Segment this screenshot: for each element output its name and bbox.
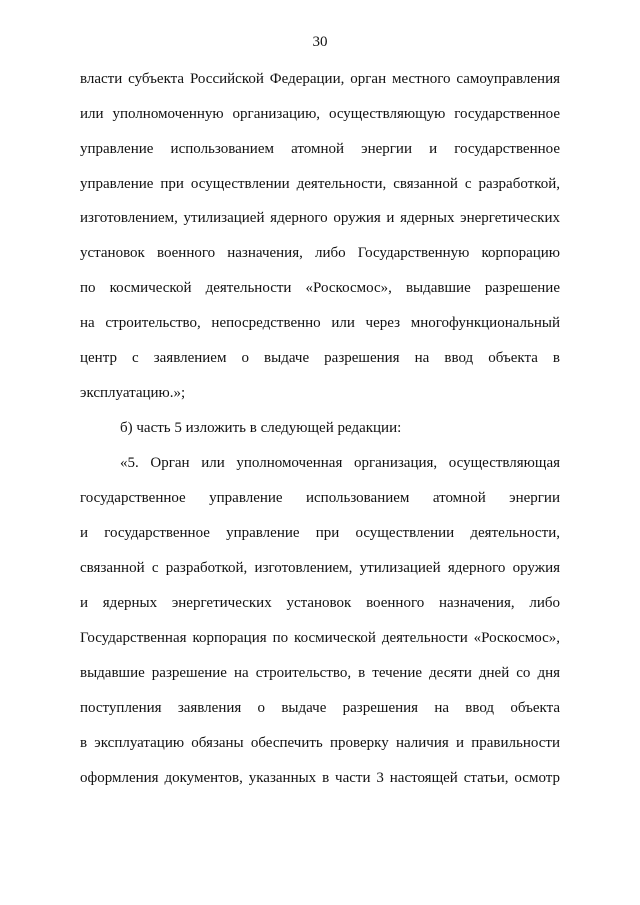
text-line: на строительство, непосредственно или через многофункциональный: [80, 315, 560, 331]
text-line: власти субъекта Российской Федерации, орган местного самоуправления: [80, 71, 560, 87]
text-line: связанной с разработкой, изготовлением, утилизацией ядерного оружия: [80, 560, 560, 576]
text-line: управление при осуществлении деятельности, связанной с разработкой,: [80, 176, 560, 192]
paragraph-first-line: «5. Орган или уполномоченная организация, осуществляющая: [120, 455, 560, 471]
text-line: и ядерных энергетических установок военного назначения, либо: [80, 595, 560, 611]
text-line: оформления документов, указанных в части 3 настоящей статьи, осмотр: [80, 770, 560, 786]
text-line: центр с заявлением о выдаче разрешения на ввод объекта в: [80, 350, 560, 366]
text-line: установок военного назначения, либо Государственную корпорацию: [80, 245, 560, 261]
page-number: 30: [312, 34, 328, 50]
text-line: в эксплуатацию обязаны обеспечить проверку наличия и правильности: [80, 735, 560, 751]
text-line: изготовлением, утилизацией ядерного оружия и ядерных энергетических: [80, 210, 560, 226]
text-line: или уполномоченную организацию, осуществляющую государственное: [80, 106, 560, 122]
paragraph-first-line: б) часть 5 изложить в следующей редакции:: [120, 420, 402, 436]
text-line: и государственное управление при осуществлении деятельности,: [80, 525, 560, 541]
text-line: по космической деятельности «Роскосмос», выдавшие разрешение: [80, 280, 560, 296]
text-line: поступления заявления о выдаче разрешения на ввод объекта: [80, 700, 560, 716]
text-line: Государственная корпорация по космической деятельности «Роскосмос»,: [80, 630, 560, 646]
text-line: управление использованием атомной энергии и государственное: [80, 141, 560, 157]
text-line: выдавшие разрешение на строительство, в течение десяти дней со дня: [80, 665, 560, 681]
text-line: эксплуатацию.»;: [80, 385, 186, 401]
text-line: государственное управление использованием атомной энергии: [80, 490, 560, 506]
